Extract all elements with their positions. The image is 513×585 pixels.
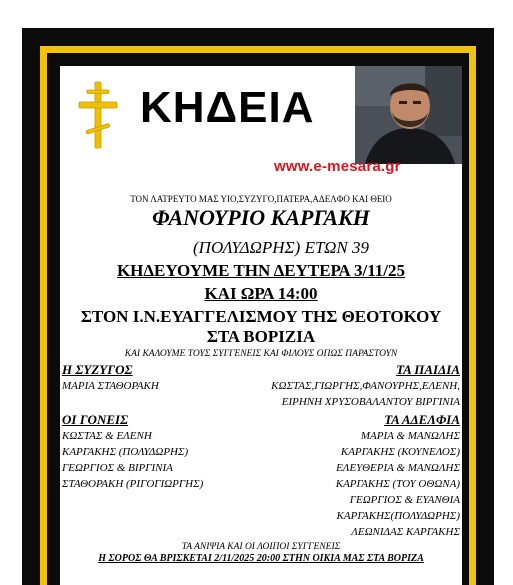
- parents-line: ΓΕΩΡΓΙΟΣ & ΒΙΡΓΙΝΙΑ: [62, 462, 173, 474]
- parents-line: ΣΤΑΘΟΡΑΚΗ (ΡΙΓΟΓΙΩΡΓΗΣ): [62, 478, 204, 490]
- siblings-line: ΜΑΡΙΑ & ΜΑΝΩΛΗΣ: [360, 430, 460, 442]
- parents-heading: ΟΙ ΓΟΝΕΙΣ: [62, 412, 129, 427]
- siblings-line: ΓΕΩΡΓΙΟΣ & ΕΥΑΝΘΙΑ: [349, 494, 460, 506]
- funeral-time: ΚΑΙ ΩΡΑ 14:00: [204, 284, 318, 303]
- siblings-line: ΚΑΡΓΑΚΗΣ(ΠΟΛΥΔΩΡΗΣ): [336, 510, 460, 522]
- deceased-name: ΦΑΝΟΥΡΙΟ ΚΑΡΓΑΚΗ: [152, 205, 370, 230]
- church-line-1: ΣΤΟΝ Ι.Ν.ΕΥΑΓΓΕΛΙΣΜΟΥ ΤΗΣ ΘΕΟΤΟΚΟΥ: [80, 307, 442, 326]
- children-line: ΕΙΡΗΝΗ ΧΡΥΣΟΒΑΛΑΝΤΟΥ ΒΙΡΓΙΝΙΑ: [281, 396, 460, 408]
- parents-line: ΚΑΡΓΑΚΗΣ (ΠΟΛΥΔΩΡΗΣ): [62, 446, 189, 458]
- relatives-line: ΤΑ ΑΝΙΨΙΑ ΚΑΙ ΟΙ ΛΟΙΠΟΙ ΣΥΓΓΕΝΕΙΣ: [181, 542, 341, 552]
- children-line: ΚΩΣΤΑΣ,ΓΙΩΡΓΗΣ,ΦΑΝΟΥΡΗΣ,ΕΛΕΝΗ,: [271, 380, 460, 392]
- spouse-name: ΜΑΡΙΑ ΣΤΑΘΟΡΑΚΗ: [62, 380, 159, 392]
- deceased-photo: [355, 66, 462, 164]
- funeral-date: ΚΗΔΕΥΟΥΜΕ ΤΗΝ ΔΕΥΤΕΡΑ 3/11/25: [116, 261, 406, 280]
- cross-icon: [75, 80, 121, 150]
- siblings-line: ΛΕΩΝΙΔΑΣ ΚΑΡΓΑΚΗΣ: [351, 526, 460, 538]
- nickname-age: (ΠΟΛΥΔΩΡΗΣ) ΕΤΩΝ 39: [193, 238, 369, 257]
- invitation-line: ΚΑΙ ΚΑΛΟΥΜΕ ΤΟΥΣ ΣΥΓΓΕΝΕΙΣ ΚΑΙ ΦΙΛΟΥΣ ΟΠΩΣ ΠΑΡΑΣΤΟΥΝ: [124, 349, 398, 359]
- church-line-2: ΣΤΑ ΒΟΡΙΖΙΑ: [206, 327, 316, 346]
- siblings-line: ΚΑΡΓΑΚΗΣ (ΚΟΥΝΕΛΟΣ): [340, 446, 460, 458]
- siblings-line: ΚΑΡΓΑΚΗΣ (ΤΟΥ ΟΘΩΝΑ): [335, 478, 460, 490]
- notice-title: ΚΗΔΕΙΑ: [140, 83, 315, 132]
- spouse-heading: Η ΣΥΖΥΓΟΣ: [62, 362, 133, 377]
- intro-line: ΤΟΝ ΛΑΤΡΕΥΤΟ ΜΑΣ ΥΙΟ,ΣΥΖΥΓΟ,ΠΑΤΕΡΑ,ΑΔΕΛΦΟ ΚΑΙ ΘΕΙΟ: [130, 194, 392, 204]
- footer-note: Η ΣΟΡΟΣ ΘΑ ΒΡΙΣΚΕΤΑΙ 2/11/2025 20:00 ΣΤΗΝ ΟΙΚΙΑ ΜΑΣ ΣΤΑ ΒΟΡΙΖΑ: [98, 553, 424, 564]
- children-heading: ΤΑ ΠΑΙΔΙΑ: [396, 362, 460, 377]
- siblings-line: ΕΛΕΥΘΕΡΙΑ & ΜΑΝΩΛΗΣ: [336, 462, 460, 474]
- website-watermark: www.e-mesara.gr: [274, 158, 401, 175]
- siblings-heading: ΤΑ ΑΔΕΛΦΙΑ: [384, 412, 460, 427]
- parents-line: ΚΩΣΤΑΣ & ΕΛΕΝΗ: [62, 430, 152, 442]
